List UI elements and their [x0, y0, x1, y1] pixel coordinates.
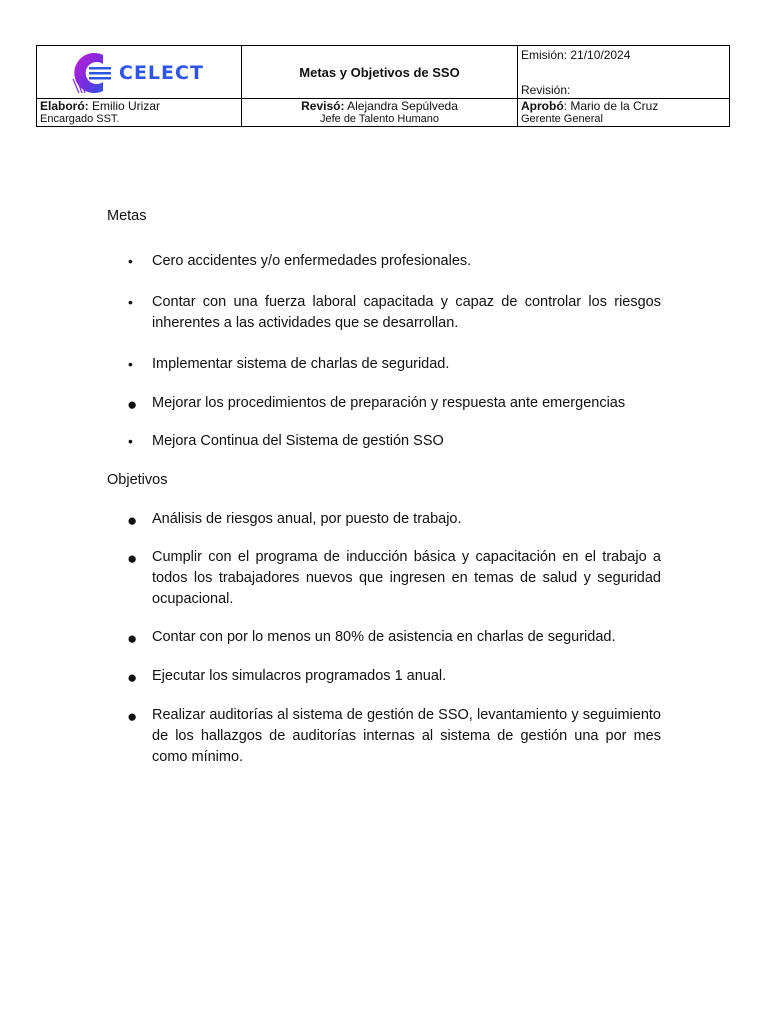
list-item: • Mejora Continua del Sistema de gestión SSO	[107, 431, 661, 452]
list-item: ● Contar con por lo menos un 80% de asistencia en charlas de seguridad.	[127, 629, 616, 648]
document-body	[107, 206, 661, 768]
bullet-icon: ●	[127, 668, 138, 687]
logo-wordmark: CELECT	[119, 62, 204, 84]
elaboro-cell	[37, 99, 242, 127]
aprobo-label: Aprobó	[521, 99, 564, 113]
list-item: ● Ejecutar los simulacros programados 1 anual.	[127, 668, 447, 687]
objetivos-list	[107, 509, 661, 768]
reviso-role: Jefe de Talento Humano	[319, 113, 440, 125]
elaboro-label: Elaboró:	[40, 99, 89, 113]
list-item: ● Cumplir con el programa de inducción básica y capacitación en el trabajo a todos los trabajadores nuevos que ingresen en temas de salud y seguridad ocupacional.	[127, 549, 661, 607]
list-item: ● Mejorar los procedimientos de preparación y respuesta ante emergencias	[127, 395, 626, 414]
aprobo-name: : Mario de la Cruz	[563, 99, 659, 113]
elaboro-name: Emilio Urizar	[88, 99, 161, 113]
list-item: • Cero accidentes y/o enfermedades profesionales.	[107, 251, 661, 272]
bullet-icon: ●	[127, 629, 138, 648]
bullet-icon: ●	[127, 549, 138, 568]
objetivos-heading: Objetivos	[107, 472, 168, 488]
aprobo-role: Gerente General	[521, 113, 603, 125]
aprobo-cell	[518, 99, 730, 127]
metas-heading: Metas	[107, 208, 147, 224]
reviso-name: Alejandra Sepúlveda	[344, 99, 458, 113]
bullet-icon: •	[128, 253, 133, 269]
bullet-icon: ●	[127, 511, 138, 530]
logo-cell	[37, 46, 242, 99]
metas-list	[107, 251, 661, 452]
list-item: ● Realizar auditorías al sistema de gestión de SSO, levantamiento y seguimiento de los hallazgos de auditorías internas al sistema de gestión una por mes como mínimo.	[127, 707, 661, 765]
celect-logo-icon	[69, 51, 113, 95]
revision-label: Revisión:	[521, 83, 571, 97]
document-header-table	[36, 45, 730, 127]
emission-date: Emisión: 21/10/2024	[521, 48, 631, 62]
list-item: • Implementar sistema de charlas de seguridad.	[107, 354, 661, 375]
reviso-cell	[242, 99, 518, 127]
bullet-icon: •	[128, 433, 133, 449]
document-title: Metas y Objetivos de SSO	[242, 46, 518, 99]
elaboro-role: Encargado SST.	[40, 113, 120, 125]
company-logo	[69, 51, 204, 95]
bullet-icon: ●	[127, 707, 138, 726]
bullet-icon: •	[128, 294, 133, 310]
emission-cell	[518, 46, 730, 99]
bullet-icon: •	[128, 356, 133, 372]
bullet-icon: ●	[127, 395, 138, 414]
reviso-label: Revisó:	[301, 99, 345, 113]
list-item: ● Análisis de riesgos anual, por puesto de trabajo.	[127, 511, 462, 530]
list-item: • Contar con una fuerza laboral capacitada y capaz de controlar los riesgos inherentes a las actividades que se desarrollan.	[128, 294, 661, 331]
